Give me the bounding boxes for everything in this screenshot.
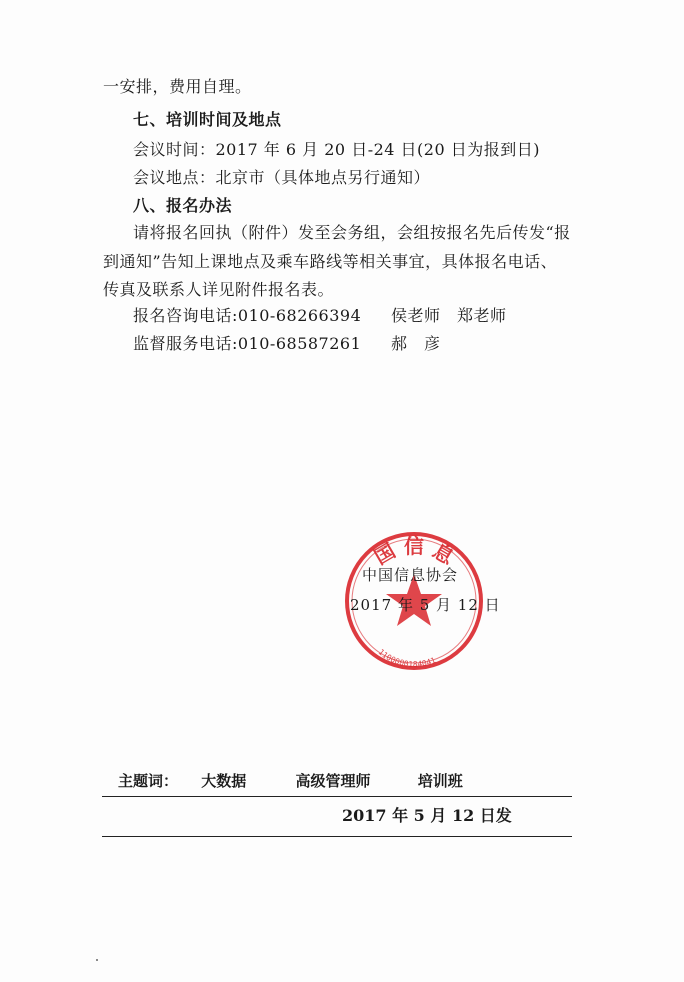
keyword-item: 大数据: [201, 772, 247, 790]
footer-rule-top: [102, 796, 572, 797]
seal-top-text: 国 信 息: [370, 534, 458, 570]
keyword-item: 高级管理师: [295, 772, 371, 790]
consult-contacts: 侯老师 郑老师: [391, 306, 507, 325]
registration-paragraph-line-2: 到通知”告知上课地点及乘车路线等相关事宜，具体报名电话、: [103, 252, 558, 271]
issuer-name: 中国信息协会: [362, 566, 459, 584]
registration-paragraph-line-3: 传真及联系人详见附件报名表。: [103, 280, 335, 299]
consult-phone-row: [133, 306, 507, 326]
meeting-time: 会议时间：2017 年 6 月 20 日-24 日(20 日为报到日): [133, 140, 540, 159]
supervise-phone: 监督服务电话:010-68587261: [133, 334, 362, 353]
scan-speck: [96, 959, 98, 961]
registration-paragraph-line-1: 请将报名回执（附件）发至会务组，会组按报名先后传发“报: [133, 223, 571, 242]
supervise-contact: 郝 彦: [391, 334, 441, 353]
keyword-item: 培训班: [417, 772, 463, 790]
section8-heading: 八、报名办法: [133, 196, 233, 215]
footer-rule-bottom: [102, 836, 572, 837]
keywords-label: 主题词：: [118, 772, 179, 790]
meeting-place: 会议地点：北京市（具体地点另行通知）: [133, 168, 431, 187]
publish-date: 2017 年 5 月 12 日发: [342, 806, 512, 825]
issue-date: 2017 年 5 月 12 日: [350, 596, 501, 614]
section7-heading: 七、培训时间及地点: [133, 110, 282, 129]
consult-phone: 报名咨询电话:010-68266394: [133, 306, 362, 325]
seal-serial-number: 1100000184041: [376, 647, 438, 670]
continuation-line: 一安排，费用自理。: [103, 77, 252, 96]
supervise-phone-row: [133, 334, 493, 354]
keywords-row: [118, 770, 463, 791]
